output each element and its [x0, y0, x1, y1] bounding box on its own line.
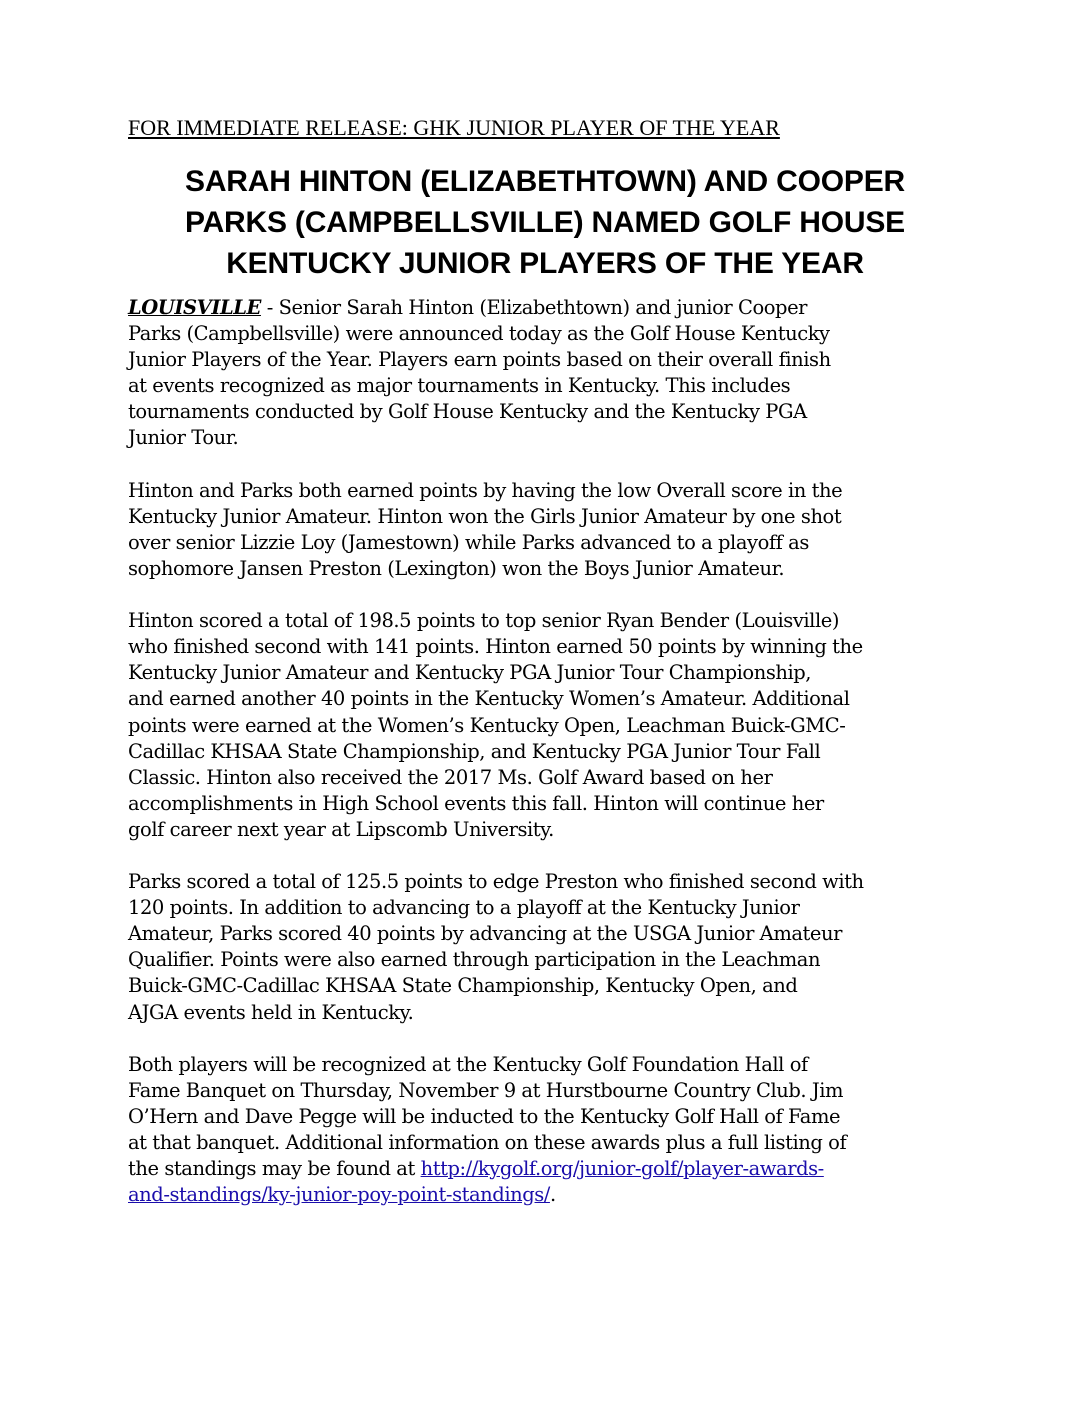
paragraph-line: Amateur, Parks scored 40 points by advancing at the USGA Junior Amateur — [128, 922, 842, 946]
dateline: LOUISVILLE — [128, 296, 261, 319]
standings-link-continued[interactable]: and-standings/ky-junior-poy-point-standings/ — [128, 1183, 550, 1207]
paragraph-line: Buick-GMC-Cadillac KHSAA State Championship, Kentucky Open, and — [128, 974, 798, 998]
paragraph-line: Junior Tour. — [128, 426, 239, 450]
paragraph-line — [128, 295, 968, 321]
paragraph-line: at that banquet. Additional information on these awards plus a full listing of — [128, 1131, 847, 1154]
intro-line-text: - Senior Sarah Hinton (Elizabethtown) and junior Cooper — [260, 296, 808, 319]
paragraph-line: Both players will be recognized at the Kentucky Golf Foundation Hall of — [128, 1052, 808, 1076]
release-line: FOR IMMEDIATE RELEASE: GHK JUNIOR PLAYER OF THE YEAR — [128, 115, 780, 140]
paragraph-junior-amateur — [128, 478, 968, 582]
link-trailing-period: . — [549, 1183, 556, 1207]
paragraph-line: Hinton scored a total of 198.5 points to top senior Ryan Bender (Louisville) — [128, 609, 839, 633]
paragraph-line: Fame Banquet on Thursday, November 9 at Hurstbourne Country Club. Jim — [128, 1078, 844, 1102]
paragraph-line: golf career next year at Lipscomb University. — [128, 817, 554, 841]
headline-line: SARAH HINTON (ELIZABETHTOWN) AND COOPER — [185, 165, 905, 198]
paragraph-line: 120 points. In addition to advancing to a playoff at the Kentucky Junior — [128, 896, 800, 920]
paragraph-line — [128, 1156, 968, 1182]
paragraph-line: Parks scored a total of 125.5 points to edge Preston who finished second with — [128, 870, 864, 894]
paragraph-line: Cadillac KHSAA State Championship, and Kentucky PGA Junior Tour Fall — [128, 739, 821, 763]
paragraph-line — [128, 1182, 968, 1208]
headline-line: KENTUCKY JUNIOR PLAYERS OF THE YEAR — [226, 247, 864, 280]
paragraph-line: AJGA events held in Kentucky. — [128, 1000, 414, 1024]
paragraph-line: Junior Players of the Year. Players earn points based on their overall finish — [128, 348, 831, 372]
standings-link[interactable]: http://kygolf.org/junior-golf/player-awards- — [420, 1157, 824, 1181]
paragraph-line: accomplishments in High School events this fall. Hinton will continue her — [128, 791, 824, 815]
paragraph-intro — [128, 295, 968, 452]
headline-line: PARKS (CAMPBELLSVILLE) NAMED GOLF HOUSE — [185, 206, 905, 239]
paragraph-line: points were earned at the Women’s Kentucky Open, Leachman Buick-GMC- — [128, 713, 846, 737]
paragraph-hinton — [128, 608, 968, 843]
paragraph-line: sophomore Jansen Preston (Lexington) won the Boys Junior Amateur. — [128, 556, 785, 580]
paragraph-line: tournaments conducted by Golf House Kentucky and the Kentucky PGA — [128, 400, 807, 424]
paragraph-line: Kentucky Junior Amateur and Kentucky PGA Junior Tour Championship, — [128, 661, 812, 685]
paragraph-line: Kentucky Junior Amateur. Hinton won the Girls Junior Amateur by one shot — [128, 504, 842, 528]
headline — [128, 161, 962, 284]
paragraph-line: and earned another 40 points in the Kentucky Women’s Amateur. Additional — [128, 687, 850, 711]
paragraph-line: Classic. Hinton also received the 2017 Ms. Golf Award based on her — [128, 765, 773, 789]
paragraph-line: Qualifier. Points were also earned through participation in the Leachman — [128, 948, 821, 972]
paragraph-parks — [128, 869, 968, 1026]
paragraph-line: at events recognized as major tournaments in Kentucky. This includes — [128, 374, 791, 398]
paragraph-line: over senior Lizzie Loy (Jamestown) while Parks advanced to a playoff as — [128, 530, 809, 554]
article-body — [128, 295, 968, 1234]
paragraph-line: Hinton and Parks both earned points by having the low Overall score in the — [128, 478, 843, 502]
paragraph-line: who finished second with 141 points. Hinton earned 50 points by winning the — [128, 635, 863, 659]
paragraph-banquet — [128, 1052, 968, 1209]
paragraph-line: Parks (Campbellsville) were announced today as the Golf House Kentucky — [128, 322, 830, 346]
link-lead-text: the standings may be found at — [128, 1157, 421, 1181]
paragraph-line: O’Hern and Dave Pegge will be inducted to the Kentucky Golf Hall of Fame — [128, 1104, 841, 1128]
